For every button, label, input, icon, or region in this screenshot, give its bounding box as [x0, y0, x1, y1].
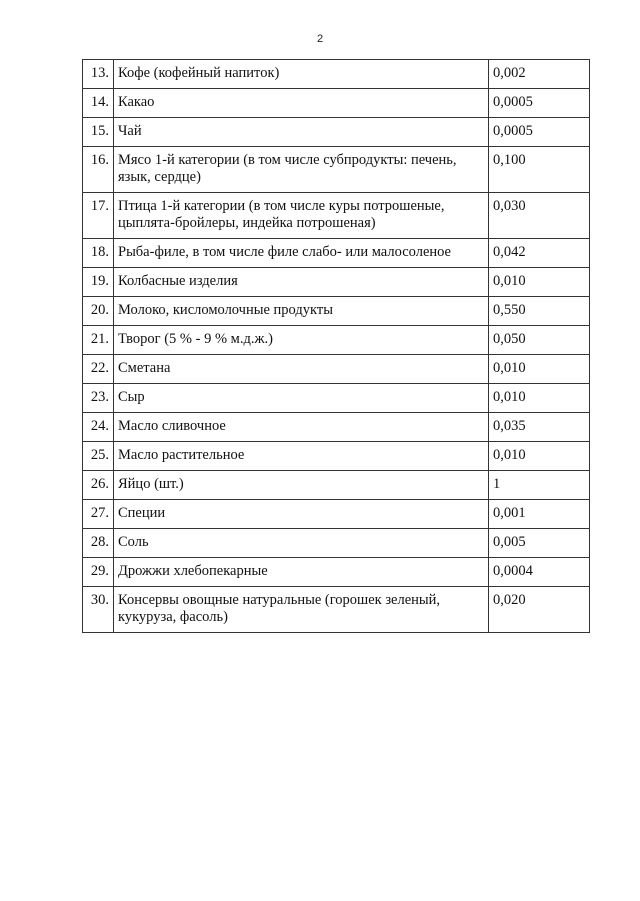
row-number: 27. — [83, 500, 114, 529]
product-name: Мясо 1-й категории (в том числе субпродукты: печень, язык, сердце) — [114, 147, 489, 193]
table-row — [83, 326, 590, 355]
table-row — [83, 60, 590, 89]
norm-value: 0,035 — [489, 413, 590, 442]
table-row — [83, 442, 590, 471]
product-name: Творог (5 % - 9 % м.д.ж.) — [114, 326, 489, 355]
product-name: Яйцо (шт.) — [114, 471, 489, 500]
table-row — [83, 147, 590, 193]
norm-value: 0,010 — [489, 268, 590, 297]
product-name: Рыба-филе, в том числе филе слабо- или малосоленое — [114, 239, 489, 268]
table-row — [83, 558, 590, 587]
norm-value: 0,010 — [489, 442, 590, 471]
norm-value: 0,100 — [489, 147, 590, 193]
row-number: 16. — [83, 147, 114, 193]
row-number: 30. — [83, 587, 114, 633]
row-number: 21. — [83, 326, 114, 355]
norm-value: 0,030 — [489, 193, 590, 239]
norm-value: 0,0005 — [489, 118, 590, 147]
row-number: 26. — [83, 471, 114, 500]
row-number: 24. — [83, 413, 114, 442]
norm-value: 0,001 — [489, 500, 590, 529]
norm-value: 0,005 — [489, 529, 590, 558]
norm-value: 0,0005 — [489, 89, 590, 118]
norm-value: 0,550 — [489, 297, 590, 326]
product-name: Чай — [114, 118, 489, 147]
table-row — [83, 500, 590, 529]
table-row — [83, 529, 590, 558]
norm-value: 0,020 — [489, 587, 590, 633]
table-row — [83, 413, 590, 442]
product-name: Дрожжи хлебопекарные — [114, 558, 489, 587]
product-name: Специи — [114, 500, 489, 529]
product-name: Масло сливочное — [114, 413, 489, 442]
product-name: Птица 1-й категории (в том числе куры потрошеные, цыплята-бройлеры, индейка потрошеная) — [114, 193, 489, 239]
table-row — [83, 239, 590, 268]
table-row — [83, 193, 590, 239]
row-number: 22. — [83, 355, 114, 384]
row-number: 15. — [83, 118, 114, 147]
row-number: 23. — [83, 384, 114, 413]
product-name: Сыр — [114, 384, 489, 413]
row-number: 19. — [83, 268, 114, 297]
norm-value: 1 — [489, 471, 590, 500]
table-row — [83, 297, 590, 326]
table-row — [83, 471, 590, 500]
table-row — [83, 268, 590, 297]
row-number: 28. — [83, 529, 114, 558]
norm-value: 0,002 — [489, 60, 590, 89]
norm-value: 0,010 — [489, 355, 590, 384]
row-number: 20. — [83, 297, 114, 326]
page-number: 2 — [316, 33, 324, 45]
table-row — [83, 89, 590, 118]
product-name: Консервы овощные натуральные (горошек зеленый, кукуруза, фасоль) — [114, 587, 489, 633]
table-row — [83, 587, 590, 633]
row-number: 14. — [83, 89, 114, 118]
product-name: Молоко, кисломолочные продукты — [114, 297, 489, 326]
row-number: 29. — [83, 558, 114, 587]
norm-value: 0,0004 — [489, 558, 590, 587]
row-number: 25. — [83, 442, 114, 471]
row-number: 17. — [83, 193, 114, 239]
product-name: Масло растительное — [114, 442, 489, 471]
food-norms-table — [82, 59, 590, 633]
product-name: Какао — [114, 89, 489, 118]
product-name: Соль — [114, 529, 489, 558]
product-name: Колбасные изделия — [114, 268, 489, 297]
product-name: Сметана — [114, 355, 489, 384]
row-number: 18. — [83, 239, 114, 268]
norm-value: 0,042 — [489, 239, 590, 268]
table-row — [83, 355, 590, 384]
product-name: Кофе (кофейный напиток) — [114, 60, 489, 89]
table-row — [83, 384, 590, 413]
norm-value: 0,010 — [489, 384, 590, 413]
row-number: 13. — [83, 60, 114, 89]
norm-value: 0,050 — [489, 326, 590, 355]
table-row — [83, 118, 590, 147]
